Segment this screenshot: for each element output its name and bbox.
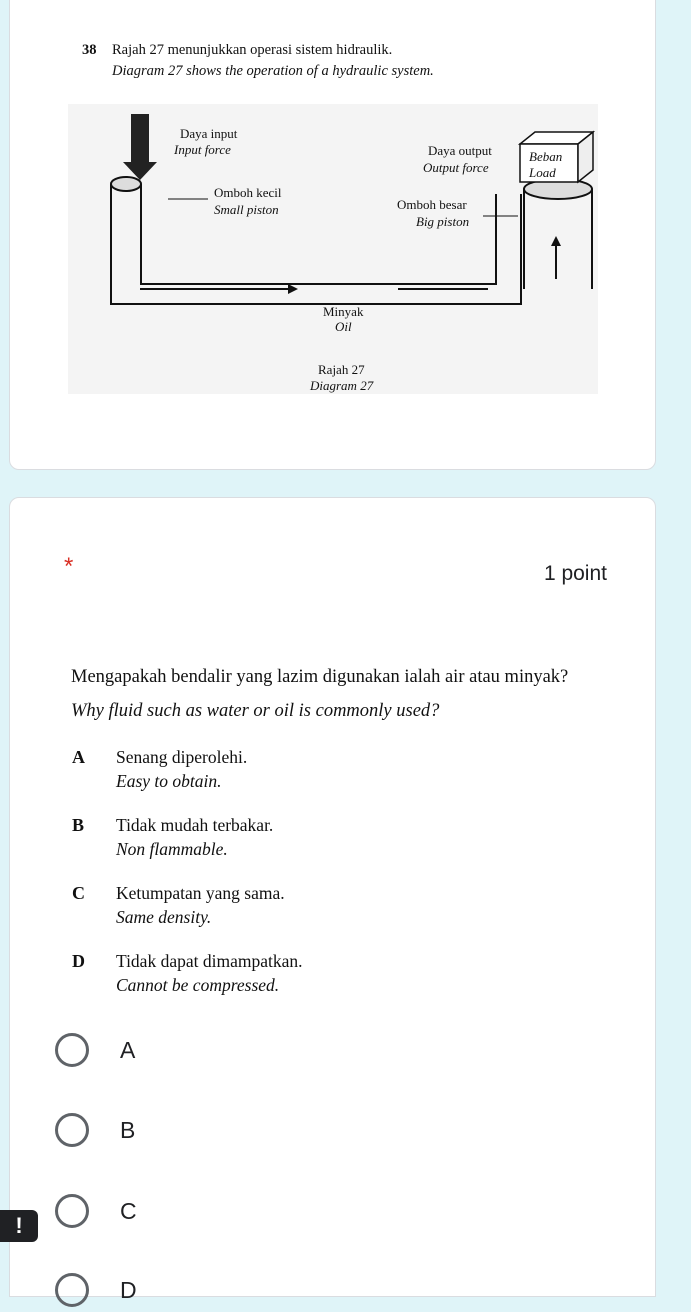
option-a-ms: Senang diperolehi.	[116, 747, 248, 767]
choice-c[interactable]	[55, 1189, 137, 1233]
radio-d[interactable]	[55, 1273, 89, 1307]
choice-a-label: A	[120, 1036, 136, 1063]
choice-c-label: C	[120, 1197, 137, 1224]
label-oil-en: Oil	[335, 319, 352, 334]
option-letter-b: B	[72, 815, 85, 835]
question-number: 38	[82, 42, 97, 58]
label-input-force-en: Input force	[174, 142, 231, 157]
question-text-en: Why fluid such as water or oil is commonly used?	[71, 701, 440, 721]
option-d-en: Cannot be compressed.	[116, 975, 280, 995]
label-small-piston-ms: Omboh kecil	[214, 185, 282, 200]
small-piston	[111, 177, 141, 191]
required-asterisk: *	[64, 553, 74, 580]
question-intro-ms: Rajah 27 menunjukkan operasi sistem hidraulik.	[112, 42, 393, 58]
diagram-caption-en: Diagram 27	[310, 378, 374, 393]
radio-c[interactable]	[55, 1194, 89, 1228]
choice-d[interactable]	[55, 1268, 137, 1312]
label-big-piston-ms: Omboh besar	[397, 197, 467, 212]
option-d-ms: Tidak dapat dimampatkan.	[116, 951, 303, 971]
label-input-force-ms: Daya input	[180, 126, 238, 141]
choice-a[interactable]	[55, 1028, 135, 1072]
hydraulic-diagram	[68, 104, 598, 394]
option-a-en: Easy to obtain.	[116, 771, 222, 791]
question-text-ms: Mengapakah bendalir yang lazim digunakan ialah air atau minyak?	[71, 667, 569, 687]
label-small-piston-en: Small piston	[214, 202, 279, 217]
label-big-piston-en: Big piston	[416, 214, 470, 229]
input-force-arrow-shaft	[131, 114, 149, 164]
option-b-en: Non flammable.	[116, 839, 228, 859]
question-image-card	[9, 0, 656, 470]
question-scan	[58, 655, 618, 1010]
option-letter-d: D	[72, 951, 85, 971]
option-c-ms: Ketumpatan yang sama.	[116, 883, 285, 903]
option-c-en: Same density.	[116, 907, 212, 927]
label-load-ms: Beban	[529, 149, 563, 164]
option-letter-a: A	[72, 747, 85, 767]
diagram-caption-ms: Rajah 27	[318, 362, 365, 377]
label-load-en: Load	[529, 165, 556, 180]
choice-b[interactable]	[55, 1108, 135, 1152]
choice-b-label: B	[120, 1116, 136, 1143]
radio-b[interactable]	[55, 1113, 89, 1147]
label-oil-ms: Minyak	[323, 304, 364, 319]
option-letter-c: C	[72, 883, 85, 903]
error-badge[interactable]: !	[0, 1210, 38, 1242]
option-b-ms: Tidak mudah terbakar.	[116, 815, 274, 835]
points-label: 1 point	[543, 562, 607, 585]
label-output-force-ms: Daya output	[428, 143, 492, 158]
radio-a[interactable]	[55, 1033, 89, 1067]
choice-d-label: D	[120, 1276, 137, 1303]
question-intro-en: Diagram 27 shows the operation of a hydraulic system.	[112, 63, 434, 79]
label-output-force-en: Output force	[423, 160, 489, 175]
